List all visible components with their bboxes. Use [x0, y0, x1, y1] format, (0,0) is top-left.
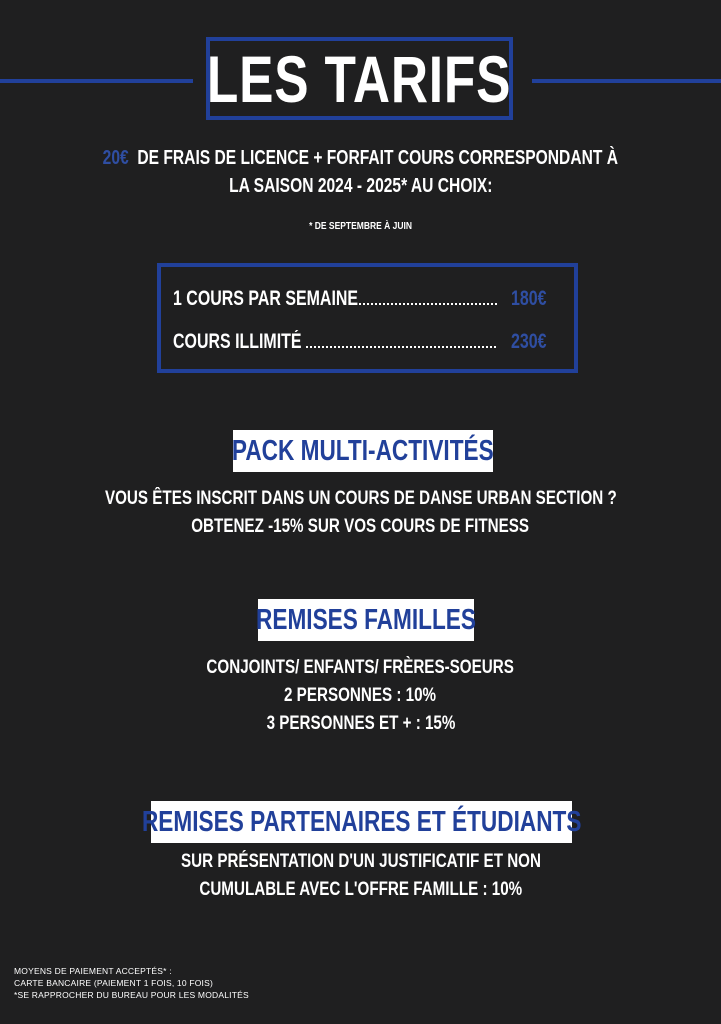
- page-title: LES TARIFS: [207, 41, 512, 116]
- remises-partenaires-body: [0, 851, 721, 907]
- price-leader-dots: [306, 344, 496, 348]
- header-rule-left: [0, 79, 193, 83]
- intro-line-2-text: LA SAISON 2024 - 2025* AU CHOIX:: [228, 175, 493, 197]
- season-note: [0, 216, 721, 234]
- price-label: 1 COURS PAR SEMAINE: [173, 287, 359, 310]
- title-frame: [206, 37, 513, 120]
- pack-multi-header: [233, 430, 493, 472]
- pack-multi-body: [0, 488, 721, 544]
- season-note-text: * DE SEPTEMBRE À JUIN: [309, 221, 412, 232]
- remises-familles-title: REMISES FAMILLES: [256, 603, 476, 636]
- remises-partenaires-title: REMISES PARTENAIRES ET ÉTUDIANTS: [141, 805, 582, 838]
- price-box: [157, 263, 578, 373]
- pack-multi-line-1: VOUS ÊTES INSCRIT DANS UN COURS DE DANSE URBAN SECTION ?: [104, 488, 617, 509]
- pack-multi-line-2: OBTENEZ -15% SUR VOS COURS DE FITNESS: [191, 516, 530, 537]
- intro-line-1-text: DE FRAIS DE LICENCE + FORFAIT COURS CORRESPONDANT À: [137, 147, 619, 169]
- price-leader-dots: [359, 301, 497, 305]
- remises-familles-line-2: 2 PERSONNES : 10%: [284, 685, 437, 706]
- remises-partenaires-line-1: SUR PRÉSENTATION D'UN JUSTIFICATIF ET NON: [180, 851, 541, 872]
- footer-line-3: *SE RAPPROCHER DU BUREAU POUR LES MODALITÉS: [14, 990, 249, 1000]
- remises-partenaires-line-2: CUMULABLE AVEC L'OFFRE FAMILLE : 10%: [199, 879, 522, 900]
- header-rule-right: [532, 79, 721, 83]
- payment-footer: [14, 965, 249, 1001]
- license-fee: 20€: [102, 147, 129, 169]
- price-label: COURS ILLIMITÉ: [173, 330, 302, 353]
- price-value: 180€: [511, 287, 547, 310]
- footer-line-2: CARTE BANCAIRE (PAIEMENT 1 FOIS, 10 FOIS): [14, 978, 214, 988]
- remises-familles-header: [258, 599, 474, 641]
- remises-partenaires-header: [141, 801, 582, 843]
- remises-familles-body: [0, 657, 721, 741]
- price-row: [161, 287, 574, 313]
- price-row: [161, 330, 574, 356]
- price-value: 230€: [511, 330, 547, 353]
- remises-familles-line-3: 3 PERSONNES ET + : 15%: [266, 713, 455, 734]
- intro-line-1: [0, 147, 721, 170]
- intro-line-2: [0, 175, 721, 198]
- footer-line-1: MOYENS DE PAIEMENT ACCEPTÉS* :: [14, 966, 172, 976]
- pack-multi-title: PACK MULTI-ACTIVITÉS: [232, 434, 494, 467]
- remises-familles-line-1: CONJOINTS/ ENFANTS/ FRÈRES-SOEURS: [206, 657, 515, 678]
